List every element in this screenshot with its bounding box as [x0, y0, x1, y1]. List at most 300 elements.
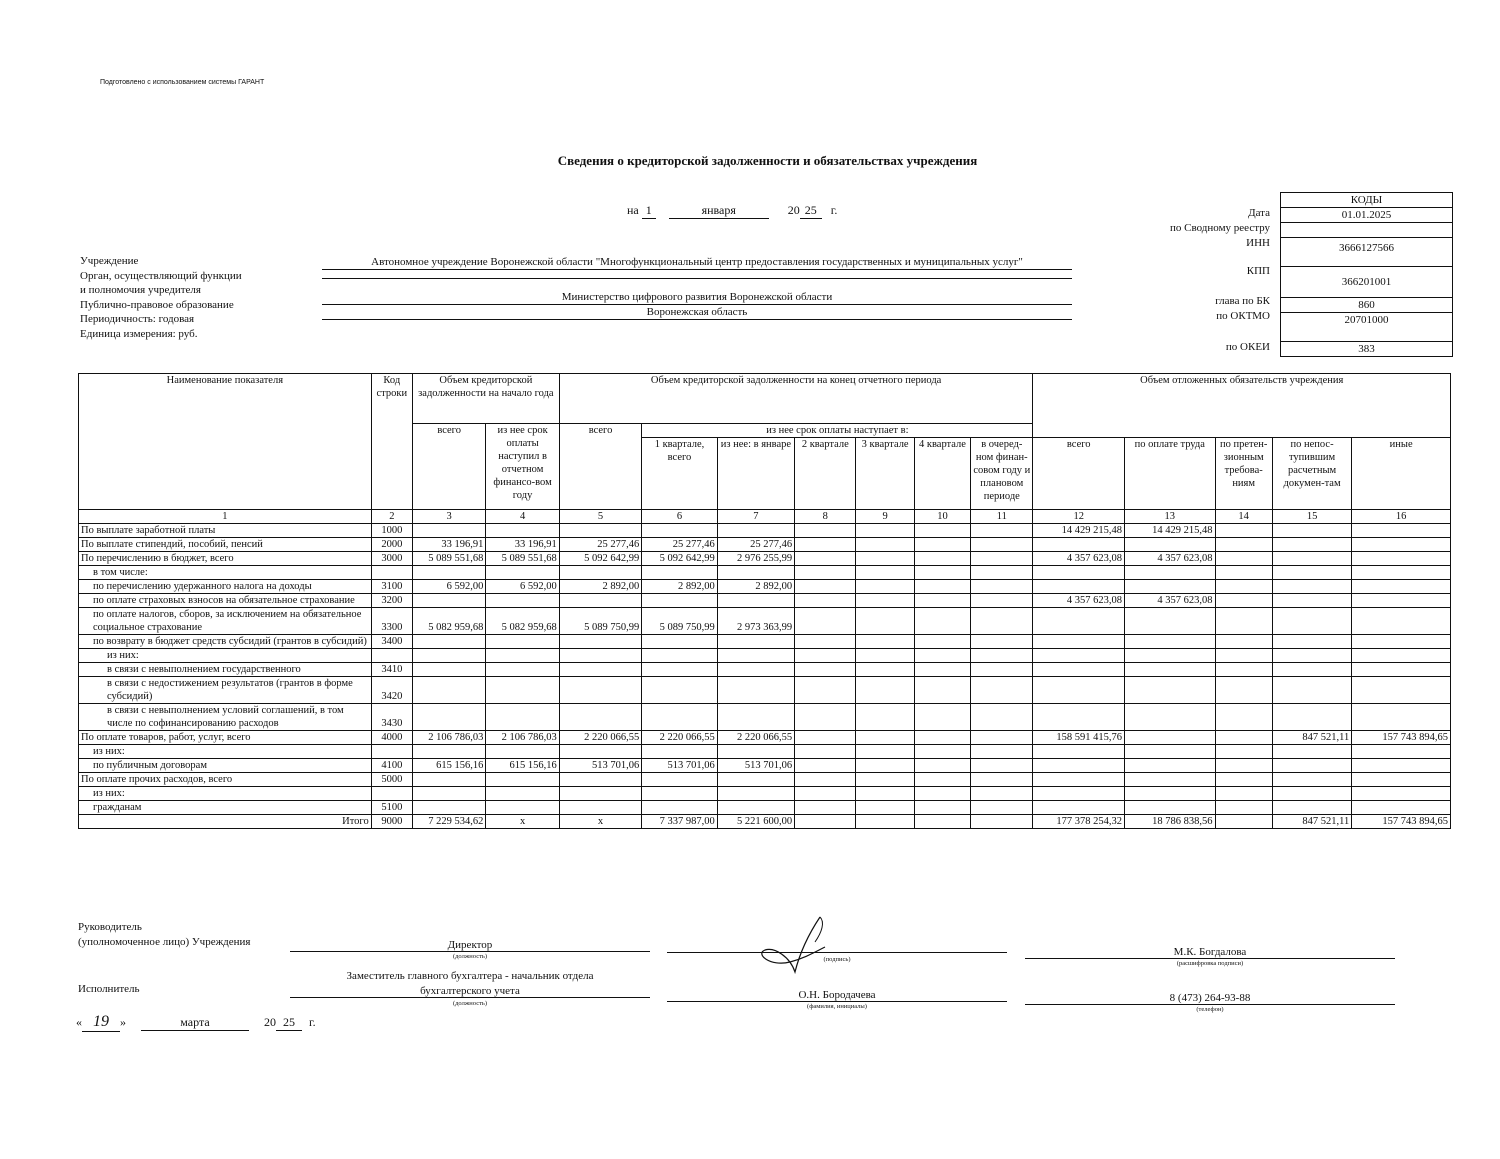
row-value: 5 082 959,68: [412, 608, 485, 635]
row-value: [1352, 649, 1451, 663]
row-value: [1215, 815, 1272, 829]
row-value: [914, 815, 970, 829]
row-value: [1215, 608, 1272, 635]
row-value: [971, 773, 1033, 787]
row-value: [1272, 594, 1351, 608]
row-value: [412, 801, 485, 815]
date-prefix: на: [627, 203, 639, 217]
row-value: [1215, 787, 1272, 801]
row-value: [412, 594, 485, 608]
row-value: [856, 745, 914, 759]
col-number: 13: [1125, 510, 1216, 524]
row-value: 2 892,00: [717, 580, 794, 594]
row-value: [486, 745, 559, 759]
head-end-due-group: из нее срок оплаты наступает в:: [642, 424, 1033, 438]
row-value: [559, 704, 641, 731]
row-value: [795, 801, 856, 815]
row-name: по возврату в бюджет средств субсидий (грантов в субсидий): [79, 635, 372, 649]
row-value: [1125, 745, 1216, 759]
head-next: в очеред-ном финан-совом году и плановом периоде: [971, 438, 1033, 510]
row-value: [856, 524, 914, 538]
table-row: [79, 649, 1451, 663]
row-value: [971, 677, 1033, 704]
row-value: [1272, 759, 1351, 773]
table-row: [79, 801, 1451, 815]
row-value: [559, 745, 641, 759]
row-value: [914, 538, 970, 552]
row-value: [717, 773, 794, 787]
row-value: 4 357 623,08: [1033, 594, 1125, 608]
sign-date-month: марта: [141, 1015, 249, 1031]
row-value: [1215, 745, 1272, 759]
caption-decode: (расшифровка подписи): [1176, 960, 1244, 967]
row-code: [371, 745, 412, 759]
row-value: [1352, 594, 1451, 608]
total-row: [79, 815, 1451, 829]
row-value: [1125, 704, 1216, 731]
caption-phone: (телефон): [1196, 1006, 1224, 1013]
row-value: [1272, 608, 1351, 635]
row-value: [856, 566, 914, 580]
head-label-2: (уполномоченное лицо) Учреждения: [78, 936, 251, 948]
row-value: x: [559, 815, 641, 829]
row-value: 513 701,06: [717, 759, 794, 773]
row-value: 5 221 600,00: [717, 815, 794, 829]
row-value: [1215, 566, 1272, 580]
executor-phone: 8 (473) 264-93-88: [1025, 992, 1395, 1005]
executor-position-1: Заместитель главного бухгалтера - начальник отдела: [346, 970, 594, 982]
row-value: [717, 704, 794, 731]
label-founder-1: Орган, осуществляющий функции: [80, 269, 242, 282]
row-value: [856, 677, 914, 704]
table-row: [79, 677, 1451, 704]
row-value: [1215, 538, 1272, 552]
institution-name: Автономное учреждение Воронежской области "Многофункциональный центр предоставления государственных и муниципальных услуг": [322, 256, 1072, 270]
row-value: [856, 538, 914, 552]
row-value: [795, 663, 856, 677]
row-value: [1033, 635, 1125, 649]
row-value: [914, 759, 970, 773]
row-value: 2 220 066,55: [717, 731, 794, 745]
row-value: [1033, 677, 1125, 704]
row-value: 4 357 623,08: [1125, 552, 1216, 566]
row-value: [642, 704, 717, 731]
col-number-row: [79, 510, 1451, 524]
row-name: По перечислению в бюджет, всего: [79, 552, 372, 566]
row-value: 5 089 551,68: [412, 552, 485, 566]
row-name: в связи с невыполнением государственного: [79, 663, 372, 677]
row-value: [642, 801, 717, 815]
row-value: x: [486, 815, 559, 829]
row-value: [1125, 649, 1216, 663]
row-value: [914, 704, 970, 731]
row-value: [717, 594, 794, 608]
row-value: [717, 801, 794, 815]
table-row: [79, 635, 1451, 649]
row-value: 2 106 786,03: [412, 731, 485, 745]
row-value: [795, 580, 856, 594]
col-number: 14: [1215, 510, 1272, 524]
row-value: 5 092 642,99: [559, 552, 641, 566]
row-value: [856, 580, 914, 594]
row-value: [1352, 538, 1451, 552]
row-value: 6 592,00: [412, 580, 485, 594]
row-value: 2 976 255,99: [717, 552, 794, 566]
row-value: [1352, 552, 1451, 566]
table-head: [79, 374, 1451, 524]
row-value: [642, 745, 717, 759]
row-value: 157 743 894,65: [1352, 815, 1451, 829]
row-value: [856, 759, 914, 773]
sign-date-close: »: [120, 1015, 126, 1029]
row-value: [1352, 677, 1451, 704]
col-number: 8: [795, 510, 856, 524]
row-value: [1272, 566, 1351, 580]
table-row: [79, 580, 1451, 594]
row-value: [486, 635, 559, 649]
date-suffix: г.: [830, 203, 838, 217]
label-periodicity: Периодичность: годовая: [80, 313, 195, 325]
head-name: М.К. Богдалова: [1025, 946, 1395, 959]
row-value: [1215, 677, 1272, 704]
col-number: 5: [559, 510, 641, 524]
row-value: [1272, 801, 1351, 815]
row-value: [971, 704, 1033, 731]
code-glava: 860: [1281, 298, 1452, 313]
row-code: 4000: [371, 731, 412, 745]
row-value: [1272, 538, 1351, 552]
row-value: [486, 566, 559, 580]
row-value: 5 092 642,99: [642, 552, 717, 566]
row-value: [971, 608, 1033, 635]
row-value: [559, 594, 641, 608]
row-value: [971, 552, 1033, 566]
row-value: [1272, 524, 1351, 538]
row-value: [642, 663, 717, 677]
row-value: [795, 538, 856, 552]
row-value: [412, 663, 485, 677]
row-value: [1125, 731, 1216, 745]
row-value: [971, 745, 1033, 759]
row-code: 2000: [371, 538, 412, 552]
row-name: По оплате товаров, работ, услуг, всего: [79, 731, 372, 745]
founder-name: Министерство цифрового развития Воронежской области: [322, 291, 1072, 305]
row-value: [1272, 552, 1351, 566]
row-value: [1215, 649, 1272, 663]
row-value: [717, 663, 794, 677]
head-q4: 4 квартале: [914, 438, 970, 510]
executor-label: Исполнитель: [78, 983, 140, 995]
code-inn: 3666127566: [1281, 238, 1452, 267]
row-value: 14 429 215,48: [1033, 524, 1125, 538]
head-q2: 2 квартале: [795, 438, 856, 510]
row-value: [1125, 580, 1216, 594]
row-value: [971, 635, 1033, 649]
row-value: [795, 524, 856, 538]
row-value: [559, 663, 641, 677]
row-value: [559, 524, 641, 538]
row-value: [486, 801, 559, 815]
row-value: [1125, 677, 1216, 704]
table-row: [79, 704, 1451, 731]
row-value: [1215, 524, 1272, 538]
row-value: [559, 566, 641, 580]
row-value: [1352, 773, 1451, 787]
row-value: [642, 649, 717, 663]
col-number: 11: [971, 510, 1033, 524]
caption-position-2: (должность): [452, 1000, 488, 1007]
row-value: [486, 649, 559, 663]
row-value: [856, 635, 914, 649]
row-value: [914, 731, 970, 745]
row-value: [559, 787, 641, 801]
row-code: 3100: [371, 580, 412, 594]
row-value: [1033, 608, 1125, 635]
row-value: [1215, 580, 1272, 594]
row-value: [1215, 594, 1272, 608]
head-position: Директор: [290, 939, 650, 952]
row-value: [971, 815, 1033, 829]
table-row: [79, 566, 1451, 580]
table-row: [79, 594, 1451, 608]
row-value: [1215, 731, 1272, 745]
row-value: [1352, 801, 1451, 815]
date-day: 1: [642, 203, 656, 219]
label-registry: по Сводному реестру: [1170, 222, 1270, 234]
table-body: [79, 524, 1451, 829]
codes-box: [1280, 192, 1453, 357]
row-value: [1352, 566, 1451, 580]
row-value: [1033, 787, 1125, 801]
table-row: [79, 524, 1451, 538]
col-number: 6: [642, 510, 717, 524]
row-value: [795, 594, 856, 608]
row-value: [642, 787, 717, 801]
header-labels: [80, 254, 242, 341]
row-value: 7 337 987,00: [642, 815, 717, 829]
col-number: 15: [1272, 510, 1351, 524]
row-name: из них:: [79, 787, 372, 801]
row-value: [1272, 677, 1351, 704]
row-name: в том числе:: [79, 566, 372, 580]
signature-mark: [750, 912, 840, 982]
row-value: [559, 677, 641, 704]
row-value: [856, 801, 914, 815]
date-month: января: [669, 203, 769, 219]
code-oktmo: 20701000: [1281, 313, 1452, 342]
row-name: По выплате заработной платы: [79, 524, 372, 538]
row-value: [717, 787, 794, 801]
row-code: [371, 566, 412, 580]
label-founder-2: и полномочия учредителя: [80, 284, 201, 296]
label-okei: по ОКЕИ: [1225, 341, 1270, 353]
row-value: 2 892,00: [559, 580, 641, 594]
row-code: 3420: [371, 677, 412, 704]
col-number: 1: [79, 510, 372, 524]
row-value: [1215, 663, 1272, 677]
code-kpp: 366201001: [1281, 267, 1452, 298]
row-value: [1272, 663, 1351, 677]
row-value: 158 591 415,76: [1033, 731, 1125, 745]
row-value: 5 089 551,68: [486, 552, 559, 566]
row-value: 5 089 750,99: [559, 608, 641, 635]
label-glava: глава по БК: [1215, 295, 1270, 307]
row-value: [1352, 608, 1451, 635]
head-end-total: всего: [559, 424, 641, 510]
table-row: [79, 552, 1451, 566]
row-value: [412, 524, 485, 538]
row-value: [1352, 524, 1451, 538]
row-code: 3400: [371, 635, 412, 649]
row-value: [1272, 787, 1351, 801]
row-value: [1125, 608, 1216, 635]
row-code: [371, 787, 412, 801]
col-number: 9: [856, 510, 914, 524]
col-number: 7: [717, 510, 794, 524]
row-value: [914, 663, 970, 677]
row-name: по перечислению удержанного налога на доходы: [79, 580, 372, 594]
col-number: 12: [1033, 510, 1125, 524]
row-value: 513 701,06: [559, 759, 641, 773]
row-value: 5 089 750,99: [642, 608, 717, 635]
label-unit: Единица измерения: руб.: [80, 327, 198, 340]
row-code: 1000: [371, 524, 412, 538]
row-code: 3430: [371, 704, 412, 731]
row-value: [486, 677, 559, 704]
row-value: [971, 787, 1033, 801]
row-value: [1215, 773, 1272, 787]
row-value: [486, 524, 559, 538]
row-value: [1272, 635, 1351, 649]
row-name: в связи с невыполнением условий соглашений, в том числе по софинансированию расходов: [79, 704, 372, 731]
head-code: Код строки: [371, 374, 412, 510]
code-registry: [1281, 223, 1452, 238]
row-code: 4100: [371, 759, 412, 773]
row-value: [856, 552, 914, 566]
table-row: [79, 608, 1451, 635]
row-value: 14 429 215,48: [1125, 524, 1216, 538]
row-name: По выплате стипендий, пособий, пенсий: [79, 538, 372, 552]
sign-date-year-prefix: 20: [264, 1015, 276, 1029]
row-code: [371, 649, 412, 663]
row-value: 157 743 894,65: [1352, 731, 1451, 745]
row-value: 18 786 838,56: [1125, 815, 1216, 829]
row-value: [971, 759, 1033, 773]
row-value: [971, 566, 1033, 580]
head-q3: 3 квартале: [856, 438, 914, 510]
row-value: [856, 704, 914, 731]
row-value: [914, 608, 970, 635]
row-code: 9000: [371, 815, 412, 829]
row-value: [642, 677, 717, 704]
row-value: [1215, 759, 1272, 773]
row-value: 33 196,91: [412, 538, 485, 552]
caption-signature: (подпись): [823, 956, 851, 963]
row-value: [717, 635, 794, 649]
row-value: [412, 704, 485, 731]
row-value: [971, 594, 1033, 608]
sign-date-year: 25: [276, 1015, 302, 1031]
row-value: [856, 663, 914, 677]
row-value: [1352, 745, 1451, 759]
row-value: 2 973 363,99: [717, 608, 794, 635]
row-value: 2 220 066,55: [642, 731, 717, 745]
row-value: [914, 773, 970, 787]
row-value: [1125, 566, 1216, 580]
row-value: [856, 594, 914, 608]
row-value: [971, 663, 1033, 677]
row-value: [1125, 787, 1216, 801]
row-value: 7 229 534,62: [412, 815, 485, 829]
row-value: [1352, 580, 1451, 594]
row-value: [795, 731, 856, 745]
row-value: 615 156,16: [486, 759, 559, 773]
row-value: [1125, 773, 1216, 787]
row-value: [412, 745, 485, 759]
row-value: [1033, 759, 1125, 773]
code-okei: 383: [1358, 343, 1375, 355]
row-value: 33 196,91: [486, 538, 559, 552]
row-value: [914, 552, 970, 566]
sign-date-open: «: [76, 1015, 82, 1029]
row-value: 6 592,00: [486, 580, 559, 594]
row-value: [642, 594, 717, 608]
row-value: [795, 608, 856, 635]
row-value: [642, 566, 717, 580]
row-value: [1033, 704, 1125, 731]
row-value: [795, 704, 856, 731]
row-value: [1033, 663, 1125, 677]
row-value: [717, 745, 794, 759]
row-value: [412, 635, 485, 649]
head-end: Объем кредиторской задолженности на конец отчетного периода: [559, 374, 1033, 424]
row-value: [717, 649, 794, 663]
row-value: 847 521,11: [1272, 731, 1351, 745]
row-value: [642, 635, 717, 649]
table-row: [79, 759, 1451, 773]
row-value: [412, 566, 485, 580]
table-row: [79, 773, 1451, 787]
row-value: 177 378 254,32: [1033, 815, 1125, 829]
row-name: из них:: [79, 649, 372, 663]
head-def-claims: по претен-зионным требова-ниям: [1215, 438, 1272, 510]
row-value: [1272, 773, 1351, 787]
row-value: [971, 580, 1033, 594]
caption-position: (должность): [452, 953, 488, 960]
head-q1: 1 квартале, всего: [642, 438, 717, 510]
row-value: [1215, 635, 1272, 649]
row-value: [971, 731, 1033, 745]
label-date: Дата: [1248, 207, 1270, 219]
row-value: [795, 677, 856, 704]
row-value: [1033, 773, 1125, 787]
row-code: 3410: [371, 663, 412, 677]
row-value: [1272, 704, 1351, 731]
row-value: [1125, 663, 1216, 677]
row-value: [486, 787, 559, 801]
row-value: [412, 677, 485, 704]
codes-title: КОДЫ: [1281, 193, 1452, 208]
row-code: 3300: [371, 608, 412, 635]
main-table: [78, 373, 1451, 829]
row-value: [1215, 704, 1272, 731]
row-value: [1215, 552, 1272, 566]
executor-name: О.Н. Бородачева: [667, 989, 1007, 1002]
row-value: [1272, 649, 1351, 663]
head-deferred: Объем отложенных обязательств учреждения: [1033, 374, 1451, 438]
head-def-docs: по непос-тупившим расчетным докумен-там: [1272, 438, 1351, 510]
row-name: по оплате налогов, сборов, за исключением на обязательное социальное страхование: [79, 608, 372, 635]
